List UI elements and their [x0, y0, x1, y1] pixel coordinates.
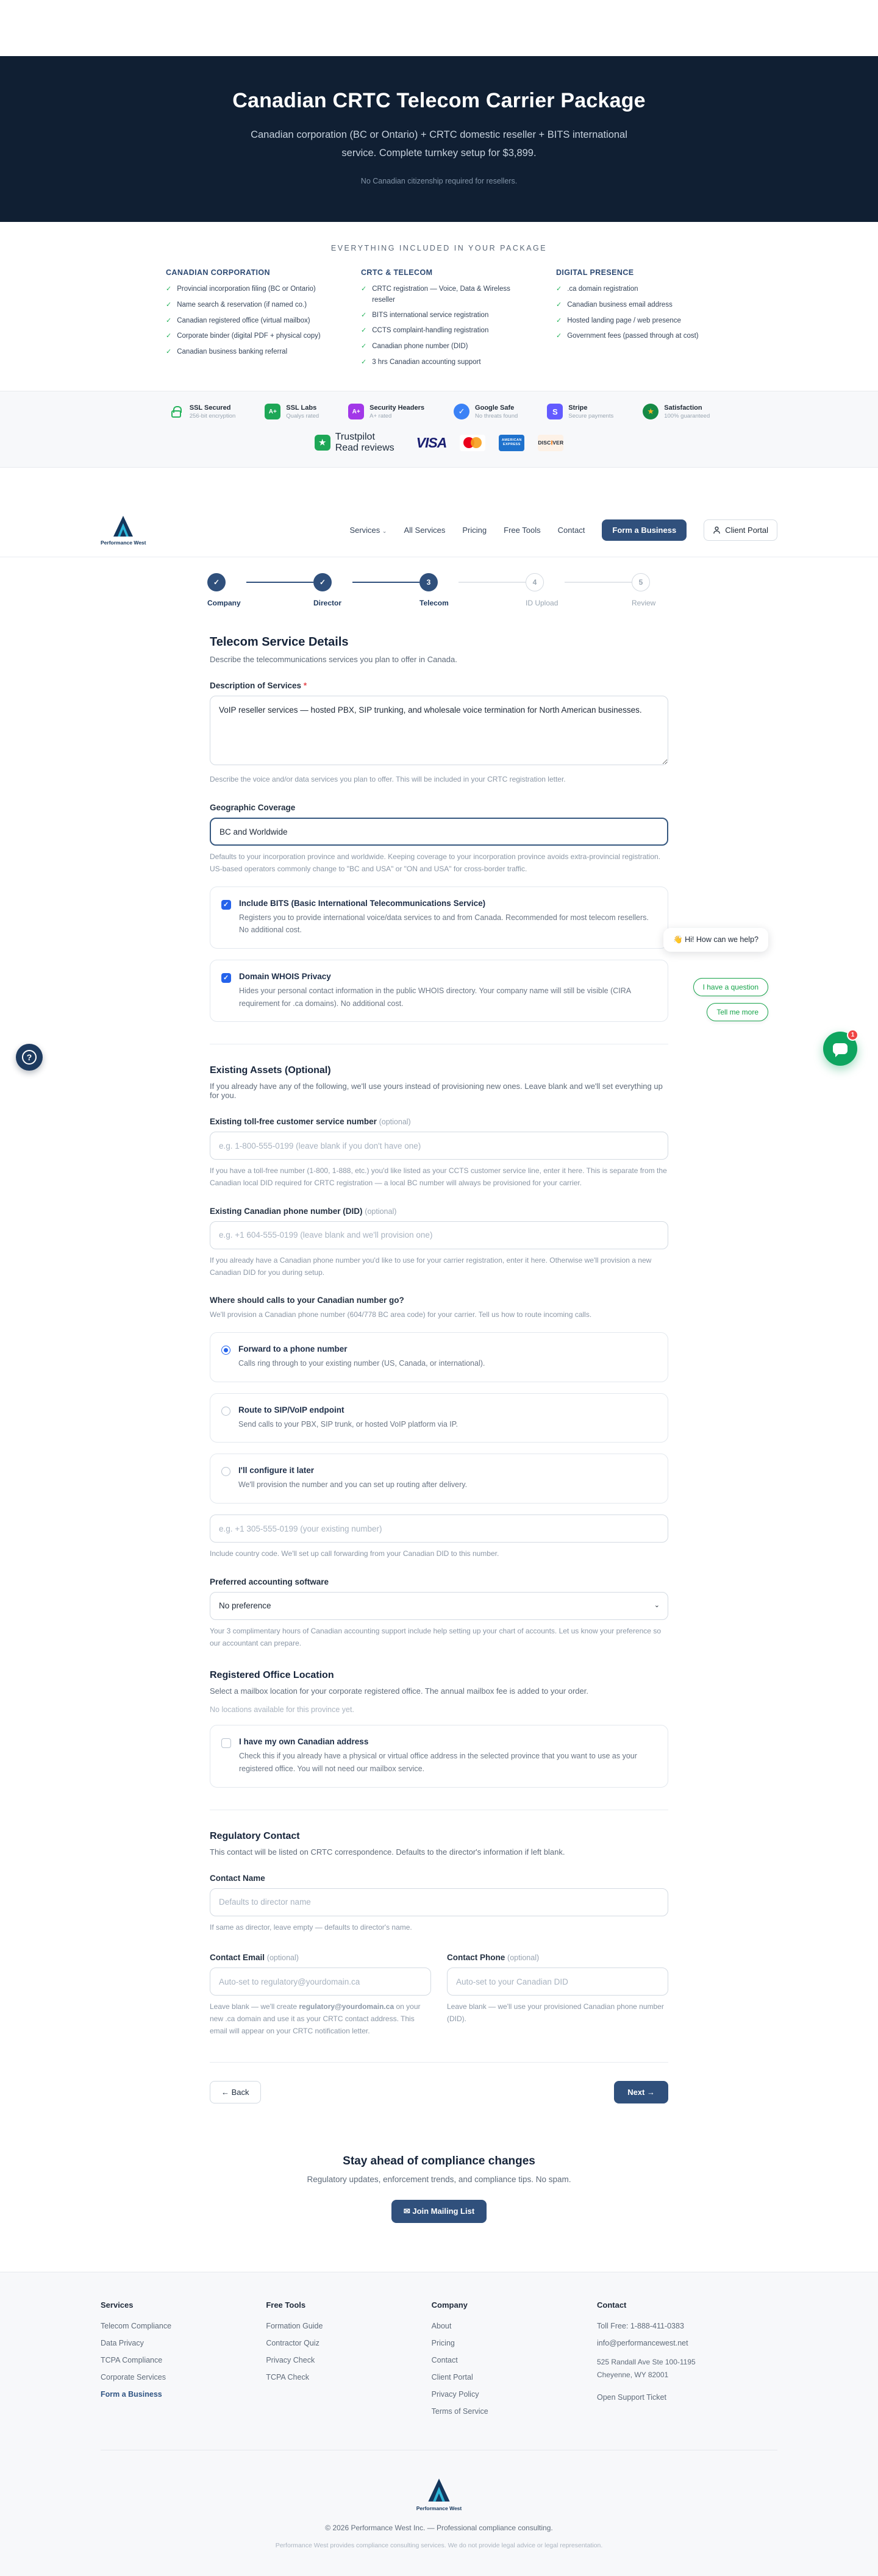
- included-item-label: CCTS complaint-handling registration: [372, 327, 489, 335]
- question-icon: ?: [22, 1050, 37, 1065]
- included-item: [361, 341, 517, 352]
- badge-subtitle: No threats found: [475, 412, 518, 419]
- regulatory-email-bold: regulatory@yourdomain.ca: [299, 2002, 394, 2011]
- footer-link-pricing[interactable]: Pricing: [431, 2338, 455, 2347]
- whois-title: Domain WHOIS Privacy: [239, 971, 331, 981]
- sip-radio[interactable]: [221, 1407, 230, 1416]
- forward-number-helper: Include country code. We'll set up call forwarding from your Canadian DID to this number.: [210, 1549, 499, 1558]
- chat-question-button[interactable]: I have a question: [693, 978, 768, 996]
- form-subtitle: Describe the telecommunications services you plan to offer in Canada.: [210, 655, 457, 665]
- footer-column-title: Contact: [597, 2300, 627, 2310]
- badge-title: SSL Labs: [286, 404, 317, 412]
- existing-assets-heading: Existing Assets (Optional): [210, 1065, 331, 1076]
- bits-option-card[interactable]: [210, 887, 668, 949]
- included-item-label: Canadian registered office (virtual mailbox): [177, 316, 310, 324]
- included-item: [166, 316, 322, 327]
- included-item: [556, 284, 712, 295]
- badge-title: Stripe: [568, 404, 588, 412]
- regulatory-sub: This contact will be listed on CRTC correspondence. Defaults to the director's information if left blank.: [210, 1847, 565, 1857]
- included-item-label: Hosted landing page / web presence: [567, 316, 681, 324]
- footer-link-privacy-policy[interactable]: Privacy Policy: [431, 2389, 479, 2399]
- check-icon: ✓: [556, 316, 562, 324]
- footer-contact-column: [597, 2300, 777, 2424]
- chevron-down-icon: ⌄: [382, 527, 387, 534]
- step-label: Director: [313, 599, 342, 608]
- included-item: [556, 316, 712, 327]
- discover-text: VER: [552, 440, 564, 446]
- own-address-desc: Check this if you already have a physical or virtual office address in the selected province that you want to use as your registered office. You will not need our mailbox service.: [239, 1752, 637, 1774]
- included-item: [361, 326, 517, 337]
- regulatory-heading: Regulatory Contact: [210, 1830, 300, 1841]
- contact-name-helper: If same as director, leave empty — defaults to director's name.: [210, 1922, 412, 1932]
- included-item-label: Government fees (passed through at cost): [567, 332, 699, 340]
- office-sub: Select a mailbox location for your corporate registered office. The annual mailbox fee is added to your order.: [210, 1686, 588, 1696]
- trustpilot-badge[interactable]: [315, 432, 394, 454]
- footer-free-tools-column: [266, 2300, 431, 2424]
- included-item-label: CRTC registration — Voice, Data & Wireless reseller: [372, 285, 510, 304]
- nav-services[interactable]: Services ⌄: [349, 525, 387, 535]
- included-item-label: Canadian business email address: [567, 301, 673, 309]
- step-id-upload[interactable]: [526, 573, 565, 607]
- step-number: 3: [419, 573, 438, 591]
- nav-all-services[interactable]: All Services: [404, 525, 446, 535]
- tollfree-input[interactable]: [210, 1132, 668, 1160]
- check-icon: ✓: [361, 285, 367, 293]
- chevron-down-icon: ⌄: [654, 1601, 660, 1609]
- included-item: [166, 347, 322, 358]
- footer-link-form-a-business[interactable]: Form a Business: [101, 2389, 162, 2399]
- badge-security-headers: [348, 404, 424, 419]
- whois-description: Hides your personal contact information in the public WHOIS directory. Your company name will still be visible (CIRA requirement for .ca domains). No additional cost.: [239, 986, 631, 1008]
- included-item-label: 3 hrs Canadian accounting support: [372, 358, 481, 366]
- step-director[interactable]: [313, 573, 352, 607]
- mailing-list-cta: [0, 2155, 878, 2223]
- included-section: [0, 222, 878, 391]
- contact-email-label: Contact Email (optional): [210, 1953, 299, 1963]
- step-check-icon: ✓: [313, 573, 332, 591]
- footer-support-ticket[interactable]: Open Support Ticket: [597, 2393, 666, 2402]
- discover-text: DISC: [538, 440, 551, 446]
- check-icon: ✓: [166, 285, 172, 293]
- check-icon: ✓: [166, 301, 172, 309]
- badge-ssl-labs: [265, 404, 319, 419]
- check-icon: ✓: [361, 343, 367, 351]
- badge-subtitle: 100% guaranteed: [664, 412, 710, 419]
- included-column-corporation: [166, 268, 322, 373]
- coverage-helper: Defaults to your incorporation province and worldwide. Keeping coverage to your incorporation province avoids extra-provincial registration. US-based operators commonly change to "BC and USA" or "ON and USA" for cross-border traffic.: [210, 852, 661, 873]
- included-column-digital: [556, 268, 712, 373]
- hero-section: [0, 56, 878, 222]
- join-mailing-list-button[interactable]: ✉ Join Mailing List: [391, 2200, 487, 2223]
- chat-bubble-icon: [833, 1043, 848, 1054]
- contact-email-field: [210, 1936, 431, 2037]
- description-textarea[interactable]: [210, 696, 668, 765]
- included-title: EVERYTHING INCLUDED IN YOUR PACKAGE: [330, 244, 548, 253]
- check-icon: ✓: [166, 316, 172, 324]
- footer-services-column: [101, 2300, 266, 2424]
- footer-link-tcpa-check[interactable]: TCPA Check: [266, 2372, 309, 2382]
- badge-title: Trustpilot: [335, 432, 375, 443]
- footer-copyright: © 2026 Performance West Inc. — Professional compliance consulting.: [325, 2523, 553, 2532]
- stepper-connector: [352, 582, 419, 583]
- whois-option-card[interactable]: [210, 960, 668, 1022]
- routing-option-title: I'll configure it later: [238, 1466, 314, 1475]
- logo[interactable]: [101, 515, 146, 546]
- footer-email[interactable]: info@performancewest.net: [597, 2338, 688, 2347]
- logo-icon: [426, 2477, 452, 2503]
- lock-icon: [168, 404, 184, 419]
- chat-tell-me-more-button[interactable]: Tell me more: [707, 1003, 768, 1021]
- hero-subtitle: Canadian corporation (BC or Ontario) + CRTC domestic reseller + BITS international service. Complete turnkey setup for $3,899.: [251, 129, 627, 159]
- check-circle-icon: ✓: [454, 404, 469, 419]
- step-label: Telecom: [419, 599, 449, 608]
- routing-helper: We'll provision a Canadian phone number (604/778 BC area code) for your carrier. Tell us how to route incoming calls.: [210, 1310, 592, 1319]
- contact-phone-label: Contact Phone (optional): [447, 1953, 540, 1963]
- hero-note: No Canadian citizenship required for resellers.: [360, 177, 518, 186]
- footer-link-client-portal[interactable]: Client Portal: [431, 2372, 473, 2382]
- bits-checkbox[interactable]: [221, 900, 231, 910]
- office-empty-note: No locations available for this province yet.: [210, 1705, 354, 1714]
- footer-column-title: Services: [101, 2300, 134, 2310]
- security-headers-icon: A+: [348, 404, 364, 419]
- forward-number-input[interactable]: [210, 1515, 668, 1543]
- footer-link-contact[interactable]: Contact: [431, 2355, 458, 2364]
- check-icon: ✓: [556, 285, 562, 293]
- footer-disclaimer: Performance West provides compliance consulting services. We do not provide legal advice or legal representation.: [275, 2541, 603, 2549]
- whois-checkbox[interactable]: [221, 973, 231, 983]
- step-review[interactable]: [632, 573, 671, 607]
- did-input[interactable]: [210, 1221, 668, 1249]
- person-icon: [713, 526, 721, 534]
- optional-tag: (optional): [365, 1207, 397, 1216]
- included-column-header: DIGITAL PRESENCE: [556, 268, 634, 277]
- footer-link-corporate-services[interactable]: Corporate Services: [101, 2372, 166, 2382]
- form-actions: [210, 2062, 668, 2110]
- contact-name-label: Contact Name: [210, 1873, 265, 1883]
- badge-title: SSL Secured: [189, 404, 231, 412]
- footer-phone[interactable]: Toll Free: 1-888-411-0383: [597, 2321, 684, 2330]
- form-a-business-button[interactable]: Form a Business: [602, 519, 687, 541]
- badge-subtitle: A+ rated: [369, 412, 392, 419]
- included-item: [556, 331, 712, 342]
- tollfree-label: Existing toll-free customer service number (optional): [210, 1117, 411, 1127]
- step-number: 5: [632, 573, 650, 591]
- amex-logo: AMERICAN EXPRESS: [499, 435, 524, 451]
- coverage-label: Geographic Coverage: [210, 803, 296, 813]
- office-heading: Registered Office Location: [210, 1670, 334, 1681]
- included-item-label: BITS international service registration: [372, 311, 489, 319]
- contact-phone-input[interactable]: [447, 1968, 668, 1996]
- accounting-select[interactable]: [210, 1592, 668, 1620]
- existing-assets-sub: If you already have any of the following, we'll use yours instead of provisioning new ones. Leave blank and we'll set everything up for you.: [210, 1082, 663, 1101]
- footer-link-terms[interactable]: Terms of Service: [431, 2407, 488, 2416]
- footer-address: 525 Randall Ave Ste 100-1195 Cheyenne, WY 82001: [597, 2357, 696, 2380]
- included-column-header: CRTC & TELECOM: [361, 268, 433, 277]
- did-helper: If you already have a Canadian phone number you'd like to use for your carrier registration, enter it here. Otherwise we'll provision a new Canadian DID for you during setup.: [210, 1255, 652, 1277]
- own-address-title: I have my own Canadian address: [239, 1737, 369, 1747]
- check-icon: ✓: [556, 301, 562, 309]
- routing-option-title: Forward to a phone number: [238, 1344, 348, 1354]
- chat-unread-badge: 1: [847, 1029, 858, 1041]
- footer-link-tcpa-compliance[interactable]: TCPA Compliance: [101, 2355, 163, 2364]
- contact-phone-helper: Leave blank — we'll use your provisioned Canadian phone number (DID).: [447, 2002, 664, 2024]
- included-column-crtc: [361, 268, 517, 373]
- accounting-helper: Your 3 complimentary hours of Canadian accounting support include help setting up your chart of accounts. Let us know your preference so our accountant can prepare.: [210, 1626, 661, 1647]
- trustpilot-star-icon: ★: [315, 435, 330, 451]
- included-item: [361, 357, 517, 368]
- step-check-icon: ✓: [207, 573, 226, 591]
- back-button[interactable]: ← Back: [210, 2081, 261, 2103]
- cta-subtitle: Regulatory updates, enforcement trends, and compliance tips. No spam.: [307, 2174, 571, 2184]
- check-icon: ✓: [361, 358, 367, 366]
- footer-link-contractor-quiz[interactable]: Contractor Quiz: [266, 2338, 319, 2347]
- badge-title: Satisfaction: [664, 404, 702, 412]
- check-icon: ✓: [556, 332, 562, 340]
- check-icon: ✓: [166, 332, 172, 340]
- client-portal-button[interactable]: [704, 519, 777, 541]
- routing-option-later[interactable]: [210, 1454, 668, 1504]
- logo-icon: [111, 515, 135, 538]
- badge-subtitle: Qualys rated: [286, 412, 319, 419]
- contact-name-input[interactable]: [210, 1888, 668, 1916]
- footer-link-telecom-compliance[interactable]: Telecom Compliance: [101, 2321, 172, 2330]
- routing-option-title: Route to SIP/VoIP endpoint: [238, 1405, 344, 1415]
- footer-link-data-privacy[interactable]: Data Privacy: [101, 2338, 144, 2347]
- badge-title: Security Headers: [369, 404, 425, 412]
- accounting-label: Preferred accounting software: [210, 1577, 329, 1586]
- discover-logo: [538, 435, 563, 451]
- included-item: [166, 331, 322, 342]
- bits-title: Include BITS (Basic International Telecommunications Service): [239, 898, 486, 908]
- step-number: 4: [526, 573, 544, 591]
- included-item: [166, 300, 322, 311]
- site-header: [0, 503, 878, 557]
- footer-link-privacy-check[interactable]: Privacy Check: [266, 2355, 315, 2364]
- badge-ssl-secured: [168, 404, 236, 419]
- chat-greeting-bubble: [663, 928, 768, 952]
- check-icon: ✓: [361, 327, 367, 335]
- did-label: Existing Canadian phone number (DID) (optional): [210, 1206, 397, 1216]
- step-label: ID Upload: [526, 599, 559, 608]
- included-item: [556, 300, 712, 311]
- stepper-connector: [565, 582, 632, 583]
- routing-option-desc: We'll provision the number and you can set up routing after delivery.: [238, 1480, 468, 1490]
- included-item: [361, 284, 517, 305]
- routing-option-forward[interactable]: [210, 1332, 668, 1382]
- description-helper: Describe the voice and/or data services you plan to offer. This will be included in your CRTC registration letter.: [210, 775, 566, 784]
- chat-greeting-text: 👋 Hi! How can we help?: [673, 935, 758, 944]
- mastercard-icon: [460, 435, 485, 451]
- contact-phone-field: [447, 1936, 668, 2037]
- contact-email-helper: Leave blank — we'll create regulatory@yourdomain.ca on your new .ca domain and use it as your CRTC contact address. This email will appear on your CRTC notification letter.: [210, 2002, 421, 2036]
- bits-description: Registers you to provide international voice/data services to and from Canada. Recommended for most telecom resellers. No additional cost.: [239, 913, 649, 935]
- footer-link-formation-guide[interactable]: Formation Guide: [266, 2321, 323, 2330]
- later-radio[interactable]: [221, 1467, 230, 1476]
- telecom-form: [210, 607, 668, 2110]
- nav-pricing[interactable]: Pricing: [462, 525, 487, 535]
- optional-tag: (optional): [266, 1953, 299, 1963]
- hero-title: Canadian CRTC Telecom Carrier Package: [232, 89, 646, 112]
- form-title: Telecom Service Details: [210, 635, 349, 649]
- footer-column-title: Company: [431, 2300, 468, 2310]
- nav-free-tools[interactable]: Free Tools: [504, 525, 541, 535]
- logo-wordmark: Performance West: [101, 539, 146, 546]
- step-telecom[interactable]: [419, 573, 459, 607]
- stripe-icon: S: [547, 404, 563, 419]
- included-item-label: Canadian business banking referral: [177, 348, 288, 355]
- trust-strip: [0, 391, 878, 468]
- visa-logo: VISA: [416, 434, 447, 451]
- badge-subtitle: 256-bit encryption: [189, 412, 236, 419]
- contact-email-input[interactable]: [210, 1968, 431, 1996]
- routing-option-desc: Send calls to your PBX, SIP trunk, or hosted VoIP platform via IP.: [238, 1419, 458, 1429]
- step-label: Review: [632, 599, 656, 608]
- optional-tag: (optional): [507, 1953, 540, 1963]
- footer-company-column: [432, 2300, 597, 2424]
- help-fab-button[interactable]: [16, 1044, 43, 1071]
- included-item-label: .ca domain registration: [567, 285, 638, 293]
- stepper-connector: [459, 582, 526, 583]
- footer-link-about[interactable]: About: [431, 2321, 452, 2330]
- ssl-labs-icon: A+: [265, 404, 280, 419]
- badge-stripe: [547, 404, 613, 419]
- check-icon: ✓: [166, 348, 172, 355]
- badge-satisfaction: [643, 404, 710, 419]
- chat-launcher-button[interactable]: [823, 1032, 857, 1066]
- coverage-input[interactable]: [210, 818, 668, 846]
- required-asterisk: *: [303, 681, 307, 691]
- chat-quick-actions: [693, 978, 768, 1021]
- progress-stepper: [207, 573, 671, 607]
- included-item-label: Canadian phone number (DID): [372, 343, 468, 351]
- included-column-header: CANADIAN CORPORATION: [166, 268, 270, 277]
- badge-google-safe: [454, 404, 518, 419]
- cta-title: Stay ahead of compliance changes: [343, 2154, 535, 2167]
- own-address-card[interactable]: [210, 1725, 668, 1787]
- included-item: [361, 310, 517, 321]
- optional-tag: (optional): [379, 1118, 411, 1127]
- badge-title: Google Safe: [475, 404, 515, 412]
- footer-column-title: Free Tools: [266, 2300, 306, 2310]
- included-item: [166, 284, 322, 295]
- badge-subtitle: Read reviews: [335, 443, 394, 454]
- badge-subtitle: Secure payments: [568, 412, 614, 419]
- top-whitespace: [0, 0, 878, 56]
- step-label: Company: [207, 599, 241, 608]
- routing-option-desc: Calls ring through to your existing number (US, Canada, or international).: [238, 1359, 485, 1368]
- nav-contact[interactable]: Contact: [557, 525, 585, 535]
- included-item-label: Name search & reservation (if named co.): [177, 301, 307, 309]
- routing-label: Where should calls to your Canadian number go?: [210, 1296, 404, 1305]
- routing-option-sip[interactable]: [210, 1393, 668, 1443]
- included-item-label: Provincial incorporation filing (BC or Ontario): [177, 285, 316, 293]
- check-icon: ✓: [361, 311, 367, 319]
- tollfree-helper: If you have a toll-free number (1-800, 1-888, etc.) you'd like listed as your CCTS customer service line, enter it here. This is separate from the Canadian local DID required for CRTC registration — a local BC number will always be provisioned for your carrier.: [210, 1166, 667, 1187]
- site-footer: [0, 2272, 878, 2576]
- client-portal-label: Client Portal: [725, 525, 768, 535]
- step-company[interactable]: [207, 573, 246, 607]
- included-item-label: Corporate binder (digital PDF + physical copy): [177, 332, 321, 340]
- footer-brand: [101, 2477, 777, 2511]
- forward-radio[interactable]: [221, 1346, 230, 1355]
- own-address-checkbox[interactable]: [221, 1738, 231, 1748]
- next-button[interactable]: Next →: [614, 2081, 668, 2103]
- star-circle-icon: ★: [643, 404, 659, 419]
- description-label: Description of Services *: [210, 681, 307, 691]
- logo-wordmark: Performance West: [416, 2505, 462, 2511]
- stepper-connector: [246, 582, 313, 583]
